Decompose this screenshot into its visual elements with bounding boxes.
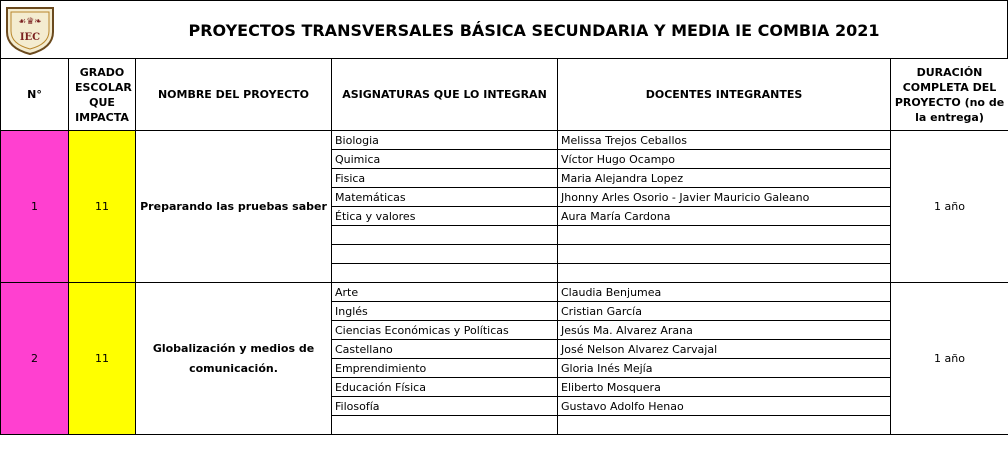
project-grade: 11 <box>69 131 136 283</box>
project-duration: 1 año <box>891 131 1008 283</box>
teacher-cell: José Nelson Alvarez Carvajal <box>558 340 891 359</box>
subject-cell: Filosofía <box>332 397 558 416</box>
teacher-cell: Melissa Trejos Ceballos <box>558 131 891 150</box>
header-duration: DURACIÓN COMPLETA DEL PROYECTO (no de la entrega) <box>891 59 1008 131</box>
subject-cell: Quimica <box>332 150 558 169</box>
svg-text:☙♛❧: ☙♛❧ <box>18 17 42 27</box>
subject-cell: Emprendimiento <box>332 359 558 378</box>
subject-cell: Castellano <box>332 340 558 359</box>
header-grade: GRADO ESCOLAR QUE IMPACTA <box>69 59 136 131</box>
projects-table <box>0 58 1008 435</box>
subject-cell: Inglés <box>332 302 558 321</box>
teacher-cell: Jesús Ma. Alvarez Arana <box>558 321 891 340</box>
title-bar <box>0 0 1008 59</box>
project-name: Preparando las pruebas saber <box>136 131 332 283</box>
project-number: 2 <box>1 283 69 435</box>
project-name: Globalización y medios de comunicación. <box>136 283 332 435</box>
teacher-cell: Eliberto Mosquera <box>558 378 891 397</box>
teacher-cell: Claudia Benjumea <box>558 283 891 302</box>
subject-cell <box>332 245 558 264</box>
teacher-cell: Víctor Hugo Ocampo <box>558 150 891 169</box>
header-num: N° <box>1 59 69 131</box>
teacher-cell <box>558 264 891 283</box>
teacher-cell: Maria Alejandra Lopez <box>558 169 891 188</box>
header-subjects: ASIGNATURAS QUE LO INTEGRAN <box>332 59 558 131</box>
projects-body <box>1 131 1008 435</box>
table-row <box>1 283 1008 302</box>
header-teachers: DOCENTES INTEGRANTES <box>558 59 891 131</box>
teacher-cell: Cristian García <box>558 302 891 321</box>
teacher-cell: Gloria Inés Mejía <box>558 359 891 378</box>
subject-cell: Biologia <box>332 131 558 150</box>
subject-cell: Educación Física <box>332 378 558 397</box>
header-row <box>1 59 1008 131</box>
table-row <box>1 131 1008 150</box>
svg-text:IEC: IEC <box>19 32 41 43</box>
subject-cell: Ciencias Económicas y Políticas <box>332 321 558 340</box>
subject-cell: Matemáticas <box>332 188 558 207</box>
subject-cell <box>332 264 558 283</box>
project-duration: 1 año <box>891 283 1008 435</box>
teacher-cell <box>558 416 891 435</box>
project-number: 1 <box>1 131 69 283</box>
subject-cell <box>332 226 558 245</box>
page-title: PROYECTOS TRANSVERSALES BÁSICA SECUNDARIA Y MEDIA IE COMBIA 2021 <box>188 20 880 40</box>
subject-cell: Arte <box>332 283 558 302</box>
teacher-cell: Gustavo Adolfo Henao <box>558 397 891 416</box>
project-grade: 11 <box>69 283 136 435</box>
subject-cell: Ética y valores <box>332 207 558 226</box>
teacher-cell <box>558 226 891 245</box>
teacher-cell: Jhonny Arles Osorio - Javier Mauricio Galeano <box>558 188 891 207</box>
school-crest-icon <box>3 2 57 56</box>
teacher-cell <box>558 245 891 264</box>
header-project: NOMBRE DEL PROYECTO <box>136 59 332 131</box>
subject-cell <box>332 416 558 435</box>
subject-cell: Fisica <box>332 169 558 188</box>
teacher-cell: Aura María Cardona <box>558 207 891 226</box>
